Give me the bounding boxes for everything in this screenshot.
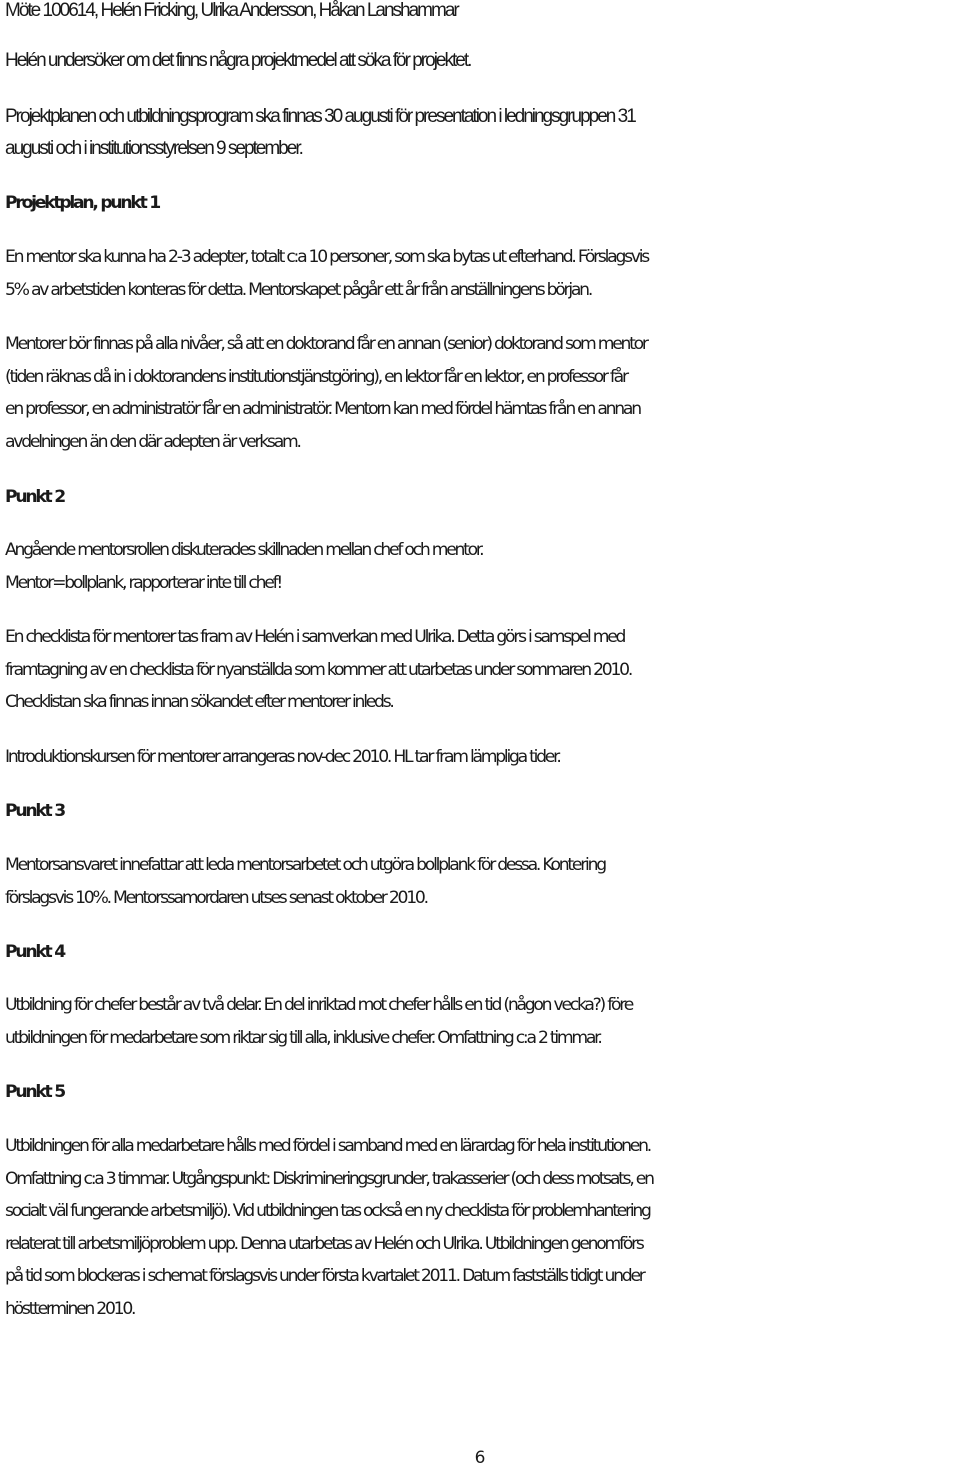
text-line: augusti och i institutionsstyrelsen 9 september.	[5, 137, 302, 159]
text-line: framtagning av en checklista för nyanställda som kommer att utarbetas under sommaren 2010.	[5, 659, 632, 680]
text-line: En mentor ska kunna ha 2-3 adepter, totalt c:a 10 personer, som ska bytas ut efterhand. Förslagsvis	[5, 247, 648, 267]
text-line: Checklistan ska finnas innan sökandet efter mentorer inleds.	[5, 692, 393, 712]
section-3-paragraph-1	[5, 849, 957, 914]
section-5-heading-text: Punkt 5	[5, 1082, 64, 1102]
text-line: En checklista för mentorer tas fram av Helén i samverkan med Ulrika. Detta görs i samspel med	[5, 627, 625, 647]
text-line: på tid som blockeras i schemat förslagsvis under första kvartalet 2011. Datum fastställs tidigt under	[5, 1266, 644, 1286]
text-line: Utbildningen för alla medarbetare hålls med fördel i samband med en lärardag för hela institutionen.	[5, 1136, 650, 1156]
section-2-paragraph-1	[5, 534, 957, 599]
section-2-paragraph-3	[5, 741, 957, 774]
text-line: Utbildning för chefer består av två delar. En del inriktad mot chefer hålls en tid (någon vecka?) före	[5, 995, 633, 1015]
text-line: Omfattning c:a 3 timmar. Utgångspunkt: Diskrimineringsgrunder, trakasserier (och dess motsats, en	[5, 1168, 653, 1189]
text-line: Projektplanen och utbildningsprogram ska finnas 30 augusti för presentation i ledningsgruppen 31	[5, 106, 635, 127]
text-line: socialt väl fungerande arbetsmiljö). Vid utbildningen tas också en ny checklista för problemhantering	[5, 1201, 650, 1221]
section-3-heading	[5, 795, 957, 828]
section-4-heading-text: Punkt 4	[5, 942, 64, 962]
text-line: (tiden räknas då in i doktorandens institutionstjänstgöring), en lektor får en lektor, en professor får	[5, 366, 627, 387]
section-2-heading-text: Punkt 2	[5, 487, 64, 507]
text-line: förslagsvis 10%. Mentorssamordaren utses senast oktober 2010.	[5, 887, 427, 908]
meeting-title-text: Möte 100614, Helén Fricking, Ulrika Andersson, Håkan Lanshammar	[5, 0, 458, 21]
text-line: relaterat till arbetsmiljöproblem upp. Denna utarbetas av Helén och Ulrika. Utbildningen genomförs	[5, 1233, 643, 1254]
section-4-heading	[5, 936, 957, 969]
section-5-heading	[5, 1076, 957, 1109]
page-number: 6	[474, 1448, 486, 1468]
text-line: Mentor=bollplank, rapporterar inte till chef!	[5, 572, 282, 593]
section-1-heading-text: Projektplan, punkt 1	[5, 193, 159, 213]
meeting-title	[5, 0, 957, 27]
section-1-heading	[5, 187, 957, 220]
text-line: utbildningen för medarbetare som riktar sig till alla, inklusive chefer. Omfattning c:a 2 timmar.	[5, 1027, 601, 1048]
intro-paragraph-1	[5, 45, 957, 77]
section-4-paragraph-1	[5, 989, 957, 1054]
intro-paragraph-1-text: Helén undersöker om det finns några projektmedel att söka för projektet.	[5, 50, 471, 71]
section-2-paragraph-3-text: Introduktionskursen för mentorer arrangeras nov-dec 2010. HL tar fram lämpliga tider.	[5, 747, 560, 767]
section-3-heading-text: Punkt 3	[5, 801, 64, 821]
text-line: en professor, en administratör får en administratör. Mentorn kan med fördel hämtas från en annan	[5, 399, 640, 419]
text-line: Mentorer bör finnas på alla nivåer, så att en doktorand får en annan (senior) doktorand som mentor	[5, 334, 647, 354]
section-1-paragraph-1	[5, 241, 957, 306]
text-line: 5% av arbetstiden konteras för detta. Mentorskapet pågår ett år från anställningens början.	[5, 279, 592, 300]
text-line: höstterminen 2010.	[5, 1298, 135, 1319]
section-1-paragraph-2	[5, 328, 957, 458]
intro-paragraph-2	[5, 101, 957, 164]
text-line: avdelningen än den där adepten är verksam.	[5, 431, 300, 452]
text-line: Angående mentorsrollen diskuterades skillnaden mellan chef och mentor.	[5, 540, 483, 560]
section-2-paragraph-2	[5, 621, 957, 719]
section-2-heading	[5, 481, 957, 514]
section-5-paragraph-1	[5, 1130, 957, 1325]
text-line: Mentorsansvaret innefattar att leda mentorsarbetet och utgöra bollplank för dessa. Kontering	[5, 855, 605, 875]
